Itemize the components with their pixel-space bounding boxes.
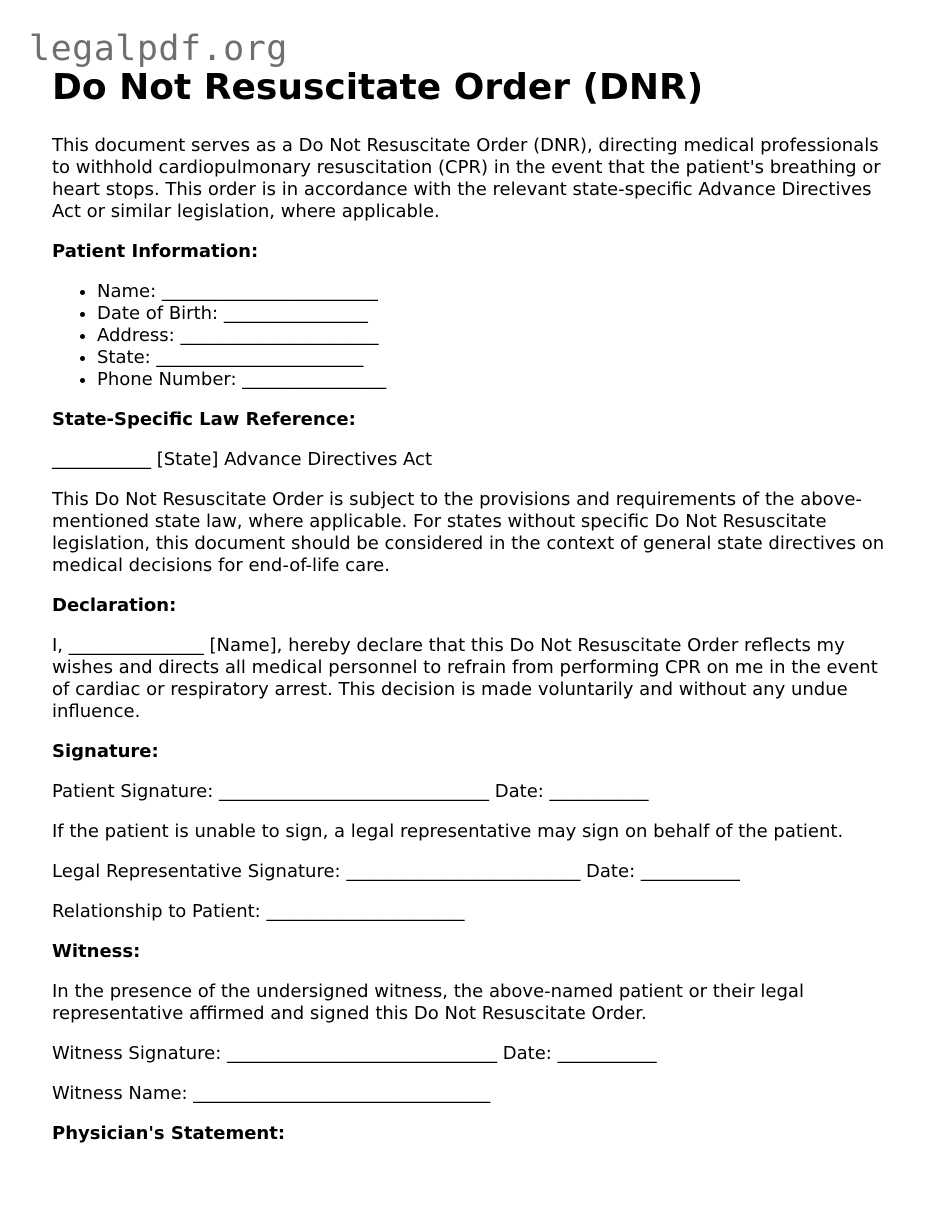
intro-paragraph: This document serves as a Do Not Resuscitate Order (DNR), directing medical professionals to withhold cardiopulmonary resuscitation (CPR) in the event that the patient's breathing or heart stops. This order is in accordance with the relevant state-specific Advance Directives Act or similar legislation, where applicable. <box>52 135 881 222</box>
law-paragraph: This Do Not Resuscitate Order is subject to the provisions and requirements of the above-mentioned state law, where applicable. For states without specific Do Not Resuscitate legislation, this document should be considered in the context of general state directives on medical decisions for end-of-life care. <box>52 489 885 576</box>
document-body <box>52 135 892 1163</box>
relationship-line[interactable]: Relationship to Patient: ______________________ <box>52 901 465 922</box>
witness-name-line[interactable]: Witness Name: _________________________________ <box>52 1083 491 1104</box>
field-state[interactable]: • State: _______________________ <box>97 347 892 369</box>
patient-signature-line[interactable]: Patient Signature: ______________________________ Date: ___________ <box>52 781 649 802</box>
law-reference-line[interactable]: ___________ [State] Advance Directives Act <box>52 449 433 470</box>
witness-heading: Witness: <box>52 941 141 962</box>
declaration-paragraph: I, _______________ [Name], hereby declare that this Do Not Resuscitate Order reflects my wishes and directs all medical personnel to refrain from performing CPR on me in the event of cardiac or respiratory arrest. This decision is made voluntarily and without any undue influence. <box>52 635 878 722</box>
field-phone-number[interactable]: • Phone Number: ________________ <box>97 369 892 391</box>
patient-info-heading: Patient Information: <box>52 241 259 262</box>
field-date-of-birth[interactable]: • Date of Birth: ________________ <box>97 303 892 325</box>
witness-paragraph: In the presence of the undersigned witness, the above-named patient or their legal representative affirmed and signed this Do Not Resuscitate Order. <box>52 981 804 1024</box>
signature-heading: Signature: <box>52 741 159 762</box>
witness-signature-line[interactable]: Witness Signature: ______________________________ Date: ___________ <box>52 1043 657 1064</box>
field-address[interactable]: • Address: ______________________ <box>97 325 892 347</box>
law-heading: State-Specific Law Reference: <box>52 409 356 430</box>
patient-info-list <box>52 281 892 391</box>
representative-signature-line[interactable]: Legal Representative Signature: __________________________ Date: ___________ <box>52 861 740 882</box>
watermark: legalpdf.org <box>29 29 288 69</box>
signature-note: If the patient is unable to sign, a legal representative may sign on behalf of the patient. <box>52 821 844 842</box>
field-name[interactable]: • Name: ________________________ <box>97 281 892 303</box>
declaration-heading: Declaration: <box>52 595 177 616</box>
page-title: Do Not Resuscitate Order (DNR) <box>52 67 704 108</box>
physician-heading: Physician's Statement: <box>52 1123 286 1144</box>
